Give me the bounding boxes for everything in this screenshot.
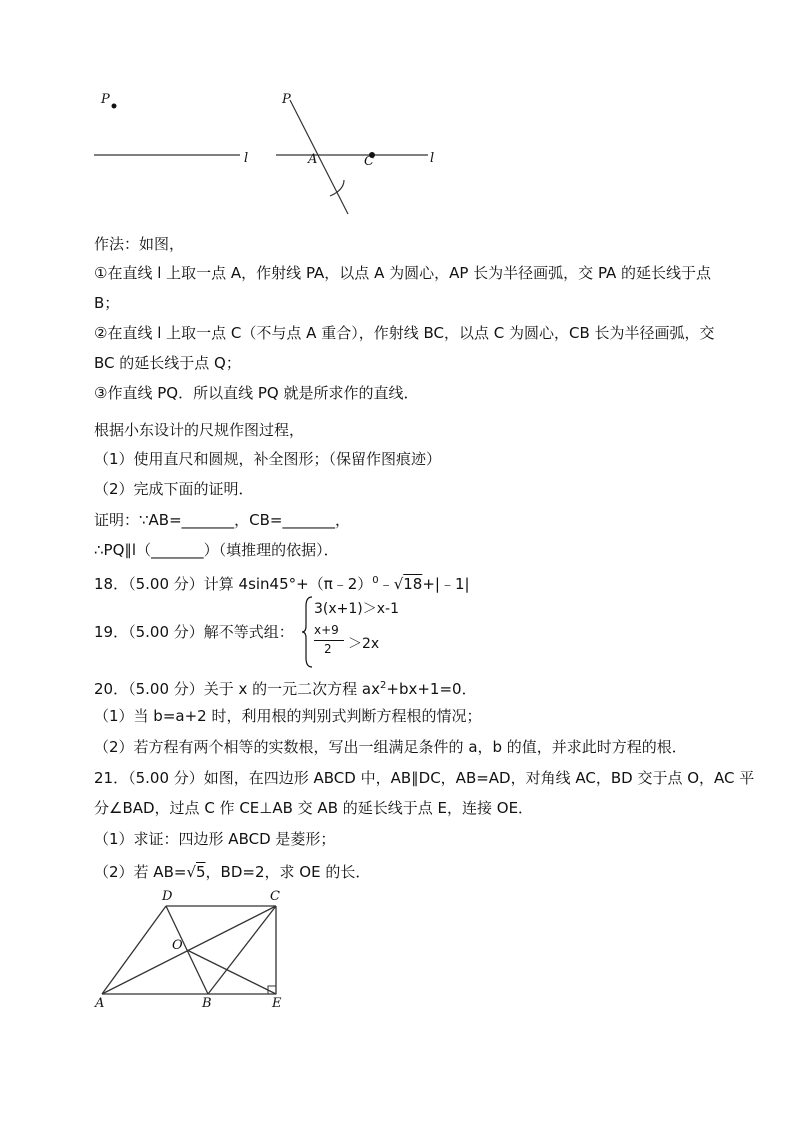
- segment-oe: [187, 950, 276, 994]
- inequality-row2-rhs: ＞2x: [348, 636, 380, 652]
- p18-mid: ﹣: [378, 575, 394, 593]
- label-p-left: P: [101, 92, 110, 107]
- p21-q2-a: （2）若 AB=: [94, 863, 187, 881]
- label-l-right: l: [430, 151, 435, 166]
- p21-line1: 21．（5.00 分）如图，在四边形 ABCD 中，AB∥DC，AB=AD，对角线 AC，BD 交于点 O，AC 平: [94, 769, 755, 787]
- method-step2a: ②在直线 l 上取一点 C（不与点 A 重合），作射线 BC，以点 C 为圆心，CB 长为半径画弧，交: [94, 324, 715, 342]
- label-b: B: [202, 996, 212, 1011]
- side-bc: [208, 906, 276, 994]
- p18-sqrt: 18: [403, 575, 423, 593]
- fraction-numerator: x+9: [314, 623, 339, 637]
- label-l-left: l: [244, 151, 249, 166]
- label-c2: C: [270, 889, 280, 904]
- p20-q1: （1）当 b=a+2 时，利用根的判别式判断方程根的情况；: [94, 707, 482, 725]
- method-q1: （1）使用直尺和圆规，补全图形；（保留作图痕迹）: [94, 450, 442, 468]
- p20-q2: （2）若方程有两个相等的实数根，写出一组满足条件的 a，b 的值，并求此时方程的根．: [94, 738, 687, 756]
- method-step1a: ①在直线 l 上取一点 A，作射线 PA，以点 A 为圆心，AP 长为半径画弧，交 PA 的延长线于点: [94, 264, 712, 282]
- p18-text: 18．（5.00 分）计算 4sin45°+（π﹣2）: [94, 575, 373, 593]
- p21-q1: （1）求证：四边形 ABCD 是菱形；: [94, 830, 336, 848]
- p21-q2: （2）若 AB=√5，BD=2，求 OE 的长．: [94, 863, 371, 881]
- label-o: O: [172, 938, 183, 953]
- proof-line1: 证明：∵AB=_______，CB=_______，: [94, 511, 350, 529]
- p20-sup: 2: [380, 680, 387, 691]
- label-d: D: [162, 889, 173, 904]
- inequality-row1: 3(x+1)＞x-1: [314, 601, 399, 617]
- label-a: A: [308, 152, 318, 167]
- problem-18: 18．（5.00 分）计算 4sin45°+（π﹣2）$^0$﹣√18+|﹣1|: [94, 575, 470, 593]
- problem-19: 19．（5.00 分）解不等式组：: [94, 623, 294, 641]
- method-step2b: BC 的延长线于点 Q；: [94, 354, 241, 372]
- label-c: C: [364, 154, 374, 169]
- label-p-right: P: [282, 92, 291, 107]
- label-e: E: [272, 996, 282, 1011]
- method-q2: （2）完成下面的证明．: [94, 480, 254, 498]
- p21-q2-sqrt: 5: [196, 863, 206, 881]
- p20-text-a: 20．（5.00 分）关于 x 的一元二次方程 ax: [94, 680, 381, 698]
- p21-q2-b: ，BD=2，求 OE 的长．: [205, 863, 371, 881]
- method-step1b: B；: [94, 294, 120, 312]
- p18-sup: 0: [372, 575, 379, 586]
- fraction-denominator: 2: [324, 642, 332, 656]
- method-based: 根据小东设计的尺规作图过程，: [94, 421, 305, 439]
- p18-tail: +|﹣1|: [422, 575, 470, 593]
- p21-line2: 分∠BAD，过点 C 作 CE⊥AB 交 AB 的延长线于点 E，连接 OE．: [94, 799, 534, 817]
- method-step3: ③作直线 PQ．所以直线 PQ 就是所求作的直线．: [94, 384, 419, 402]
- proof-line2: ∴PQ∥l（_______）（填推理的依据）．: [94, 541, 339, 559]
- p20-text-b: +bx+1=0．: [386, 680, 477, 698]
- method-intro: 作法：如图，: [94, 235, 185, 253]
- label-a2: A: [95, 996, 105, 1011]
- side-ad: [102, 906, 166, 994]
